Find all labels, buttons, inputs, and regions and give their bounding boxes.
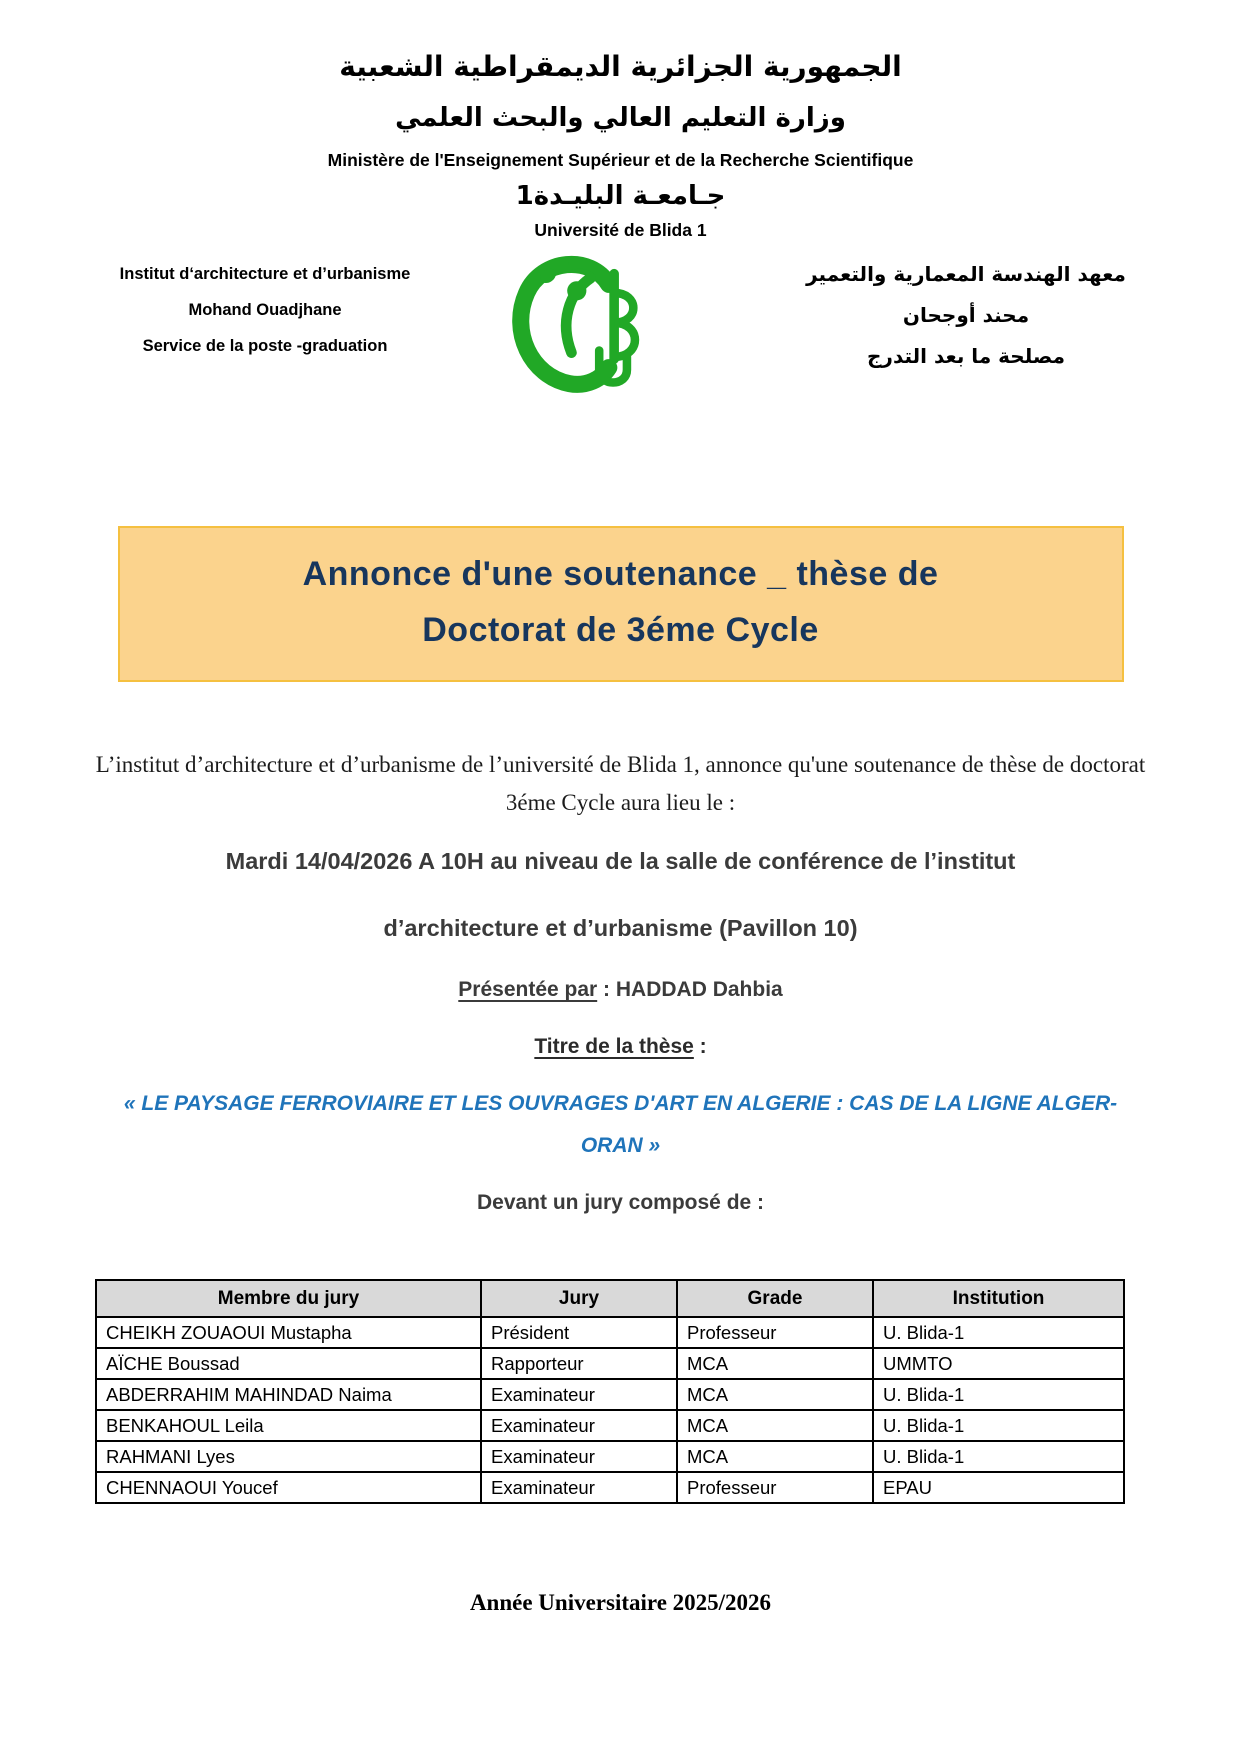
jury-cell: Examinateur (481, 1441, 677, 1472)
member-cell: ABDERRAHIM MAHINDAD Naima (96, 1379, 481, 1410)
institution-cell: UMMTO (873, 1348, 1124, 1379)
venue-line-2: d’architecture et d’urbanisme (Pavillon 10) (383, 915, 858, 941)
institute-eponym-ar: محند أوجحان (902, 303, 1030, 327)
arabic-ministry-line: وزارة التعليم العالي والبحث العلمي (395, 103, 846, 133)
table-row (96, 1379, 1124, 1410)
table-row (96, 1472, 1124, 1503)
venue-line-1: Mardi 14/04/2026 A 10H au niveau de la salle de conférence de l’institut (225, 848, 1016, 874)
grade-cell: MCA (677, 1348, 873, 1379)
arabic-republic-line: الجمهورية الجزائرية الديمقراطية الشعبية (339, 50, 902, 83)
thesis-title-label: Titre de la thèse (534, 1035, 694, 1058)
jury-cell: Président (481, 1317, 677, 1348)
jury-table (95, 1279, 1125, 1504)
grade-cell: MCA (677, 1410, 873, 1441)
member-cell: CHEIKH ZOUAOUI Mustapha (96, 1317, 481, 1348)
arabic-university-line: جـامعـة البليـدة1 (515, 181, 726, 211)
institute-name-ar: معهد الهندسة المعمارية والتعمير (806, 262, 1126, 286)
academic-year-footer: Année Universitaire 2025/2026 (469, 1590, 772, 1615)
university-logo-icon (505, 246, 655, 406)
jury-cell: Examinateur (481, 1379, 677, 1410)
grade-cell: Professeur (677, 1472, 873, 1503)
column-header-jury: Jury (481, 1280, 677, 1317)
postgraduation-service-ar: مصلحة ما بعد التدرج (867, 344, 1065, 368)
grade-cell: Professeur (677, 1317, 873, 1348)
institute-block-ar (781, 254, 1151, 377)
grade-cell: MCA (677, 1441, 873, 1472)
institute-info-row (0, 248, 1241, 408)
presented-by-label: Présentée par (458, 978, 598, 1001)
intro-paragraph: L’institut d’architecture et d’urbanisme de l’université de Blida 1, annonce qu'une soutenance de thèse de doctorat 3éme Cycle aura lieu le : (95, 752, 1146, 815)
table-row (96, 1441, 1124, 1472)
postgraduation-service-fr: Service de la poste -graduation (142, 337, 388, 355)
presented-by-name: : HADDAD Dahbia (597, 978, 783, 1001)
university-logo (505, 246, 655, 406)
thesis-title-label-colon: : (693, 1035, 707, 1058)
table-row (96, 1348, 1124, 1379)
jury-table-header-row (96, 1280, 1124, 1317)
presented-by-line (0, 978, 1241, 1002)
column-header-member: Membre du jury (96, 1280, 481, 1317)
column-header-grade: Grade (677, 1280, 873, 1317)
institute-block-fr (100, 256, 430, 364)
jury-cell: Rapporteur (481, 1348, 677, 1379)
thesis-title-label-line (0, 1035, 1241, 1059)
banner-title-line-2: Doctorat de 3éme Cycle (422, 611, 819, 649)
institute-eponym-fr: Mohand Ouadjhane (188, 301, 342, 319)
jury-cell: Examinateur (481, 1472, 677, 1503)
grade-cell: MCA (677, 1379, 873, 1410)
jury-cell: Examinateur (481, 1410, 677, 1441)
document-header (0, 0, 1241, 242)
ministry-line-fr: Ministère de l'Enseignement Supérieur et de la Recherche Scientifique (327, 150, 914, 170)
member-cell: BENKAHOUL Leila (96, 1410, 481, 1441)
institution-cell: U. Blida-1 (873, 1379, 1124, 1410)
banner-title-line-1: Annonce d'une soutenance _ thèse de (302, 555, 939, 593)
institution-cell: EPAU (873, 1472, 1124, 1503)
table-row (96, 1410, 1124, 1441)
member-cell: AÏCHE Boussad (96, 1348, 481, 1379)
institution-cell: U. Blida-1 (873, 1317, 1124, 1348)
table-row (96, 1317, 1124, 1348)
institute-name-fr: Institut d‘architecture et d’urbanisme (119, 265, 411, 283)
announcement-banner (118, 526, 1124, 682)
column-header-institution: Institution (873, 1280, 1124, 1317)
jury-intro-line: Devant un jury composé de : (476, 1191, 765, 1214)
institution-cell: U. Blida-1 (873, 1441, 1124, 1472)
thesis-title: « LE PAYSAGE FERROVIAIRE ET LES OUVRAGES D'ART EN ALGERIE : CAS DE LA LIGNE ALGER-ORAN » (123, 1092, 1118, 1157)
university-line-fr: Université de Blida 1 (534, 220, 707, 240)
institution-cell: U. Blida-1 (873, 1410, 1124, 1441)
member-cell: RAHMANI Lyes (96, 1441, 481, 1472)
member-cell: CHENNAOUI Youcef (96, 1472, 481, 1503)
